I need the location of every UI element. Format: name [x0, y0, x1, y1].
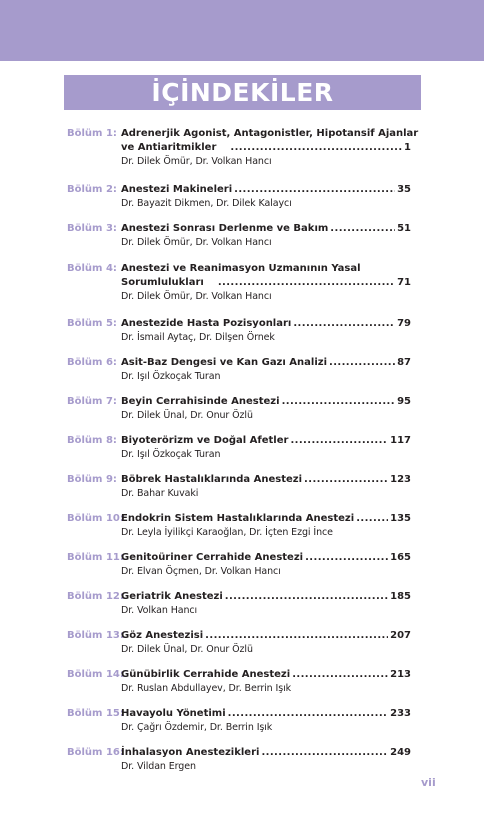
chapter-body [121, 262, 411, 304]
chapter-authors: Dr. Işıl Özkoçak Turan [121, 449, 221, 460]
chapter-title-line [121, 668, 411, 682]
dot-leader [261, 746, 388, 760]
chapter-number: Bölüm 9: [67, 474, 117, 485]
chapter-authors: Dr. Dilek Ömür, Dr. Volkan Hancı [121, 156, 272, 167]
dot-leader [230, 141, 402, 155]
chapter-authors: Dr. Bahar Kuvaki [121, 488, 199, 499]
chapter-title-line [121, 262, 411, 276]
chapter-number: Bölüm 11: [67, 552, 124, 563]
chapter-number: Bölüm 1: [67, 128, 117, 139]
dot-leader [228, 707, 388, 721]
page-title: İÇİNDEKİLER [151, 78, 334, 107]
chapter-body [121, 356, 411, 384]
chapter-authors: Dr. Dilek Ünal, Dr. Onur Özlü [121, 644, 253, 655]
chapter-authors: Dr. Dilek Ömür, Dr. Volkan Hancı [121, 237, 272, 248]
dot-leader [282, 395, 396, 409]
chapter-title: Asit-Baz Dengesi ve Kan Gazı Analizi [121, 357, 328, 368]
chapter-authors: Dr. Ruslan Abdullayev, Dr. Berrin Işık [121, 683, 292, 694]
chapter-number: Bölüm 3: [67, 223, 117, 234]
chapter-number: Bölüm 4: [67, 263, 117, 274]
dot-leader [205, 629, 388, 643]
chapter-page-number: 87 [397, 357, 411, 368]
chapter-title: Genitoüriner Cerrahide Anestezi [121, 552, 304, 563]
chapter-page-number: 51 [397, 223, 411, 234]
chapter-page-number: 123 [390, 474, 411, 485]
chapter-number: Bölüm 2: [67, 184, 117, 195]
chapter-authors: Dr. Vildan Ergen [121, 761, 196, 772]
chapter-body [121, 183, 411, 211]
chapter-number: Bölüm 16: [67, 747, 124, 758]
chapter-body [121, 668, 411, 696]
chapter-page-number: 249 [390, 747, 411, 758]
dot-leader [304, 473, 388, 487]
chapter-number: Bölüm 15: [67, 708, 124, 719]
chapter-number: Bölüm 10: [67, 513, 124, 524]
chapter-title-line [121, 434, 411, 448]
chapter-number: Bölüm 12: [67, 591, 124, 602]
chapter-page-number: 135 [390, 513, 411, 524]
chapter-title-line [121, 629, 411, 643]
chapter-title: Günübirlik Cerrahide Anestezi [121, 669, 291, 680]
chapter-body [121, 434, 411, 462]
chapter-number: Bölüm 14: [67, 669, 124, 680]
chapter-authors: Dr. İsmail Aytaç, Dr. Dilşen Örnek [121, 332, 275, 343]
chapter-title-line [121, 356, 411, 370]
dot-leader [356, 512, 388, 526]
chapter-title: Sorumlulukları [121, 277, 204, 288]
chapter-title: Anestezi ve Reanimasyon Uzmanının Yasal [121, 263, 361, 274]
chapter-title-line [121, 276, 411, 290]
dot-leader [290, 434, 388, 448]
chapter-page-number: 71 [397, 277, 411, 288]
chapter-number: Bölüm 5: [67, 318, 117, 329]
chapter-number: Bölüm 6: [67, 357, 117, 368]
chapter-title: Göz Anestezisi [121, 630, 204, 641]
chapter-authors: Dr. Çağrı Özdemir, Dr. Berrin Işık [121, 722, 273, 733]
chapter-title-line [121, 395, 411, 409]
chapter-number: Bölüm 8: [67, 435, 117, 446]
chapter-authors: Dr. Bayazit Dikmen, Dr. Dilek Kalaycı [121, 198, 292, 209]
chapter-body [121, 512, 411, 540]
chapter-page-number: 165 [390, 552, 411, 563]
chapter-body [121, 317, 411, 345]
chapter-authors: Dr. Dilek Ünal, Dr. Onur Özlü [121, 410, 253, 421]
chapter-body [121, 222, 411, 250]
dot-leader [218, 276, 395, 290]
chapter-title-line [121, 707, 411, 721]
chapter-title: Havayolu Yönetimi [121, 708, 226, 719]
chapter-body [121, 551, 411, 579]
chapter-authors: Dr. Leyla İyilikçi Karaoğlan, Dr. İçten Ezgi İnce [121, 527, 333, 538]
chapter-title-line [121, 512, 411, 526]
chapter-title: İnhalasyon Anestezikleri [121, 747, 260, 758]
chapter-authors: Dr. Elvan Öçmen, Dr. Volkan Hancı [121, 566, 281, 577]
chapter-title: Endokrin Sistem Hastalıklarında Anestezi [121, 513, 355, 524]
dot-leader [225, 590, 388, 604]
chapter-title-line [121, 222, 411, 236]
chapter-title-line [121, 551, 411, 565]
chapter-authors: Dr. Işıl Özkoçak Turan [121, 371, 221, 382]
chapter-title: Biyoterörizm ve Doğal Afetler [121, 435, 289, 446]
chapter-title-line [121, 473, 411, 487]
chapter-title: Beyin Cerrahisinde Anestezi [121, 396, 280, 407]
chapter-body [121, 473, 411, 501]
dot-leader [329, 356, 395, 370]
chapter-page-number: 1 [404, 142, 411, 153]
dot-leader [234, 183, 395, 197]
chapter-title: ve Antiaritmikler [121, 142, 217, 153]
dot-leader [293, 317, 395, 331]
chapter-number: Bölüm 13: [67, 630, 124, 641]
page-number: vii [421, 776, 436, 789]
chapter-page-number: 213 [390, 669, 411, 680]
chapter-title-line [121, 317, 411, 331]
chapter-page-number: 207 [390, 630, 411, 641]
chapter-page-number: 233 [390, 708, 411, 719]
chapter-title: Anestezi Sonrası Derlenme ve Bakım [121, 223, 329, 234]
chapter-title: Anestezi Makineleri [121, 184, 233, 195]
chapter-title: Böbrek Hastalıklarında Anestezi [121, 474, 303, 485]
chapter-title-line [121, 590, 411, 604]
chapter-body [121, 590, 411, 618]
chapter-authors: Dr. Dilek Ömür, Dr. Volkan Hancı [121, 291, 272, 302]
chapter-page-number: 35 [397, 184, 411, 195]
chapter-body [121, 127, 419, 169]
chapter-page-number: 95 [397, 396, 411, 407]
chapter-title-line [121, 183, 411, 197]
chapter-title: Geriatrik Anestezi [121, 591, 223, 602]
chapter-page-number: 117 [390, 435, 411, 446]
chapter-title-line [121, 746, 411, 760]
chapter-title-line [121, 141, 411, 155]
chapter-title: Adrenerjik Agonist, Antagonistler, Hipotansif Ajanlar [121, 128, 419, 139]
chapter-body [121, 629, 411, 657]
chapter-page-number: 185 [390, 591, 411, 602]
dot-leader [292, 668, 388, 682]
chapter-authors: Dr. Volkan Hancı [121, 605, 198, 616]
chapter-number: Bölüm 7: [67, 396, 117, 407]
dot-leader [305, 551, 388, 565]
chapter-page-number: 79 [397, 318, 411, 329]
chapter-title-line [121, 127, 419, 141]
chapter-title: Anestezide Hasta Pozisyonları [121, 318, 292, 329]
dot-leader [330, 222, 395, 236]
chapter-body [121, 707, 411, 735]
chapter-body [121, 395, 411, 423]
chapter-body [121, 746, 411, 774]
